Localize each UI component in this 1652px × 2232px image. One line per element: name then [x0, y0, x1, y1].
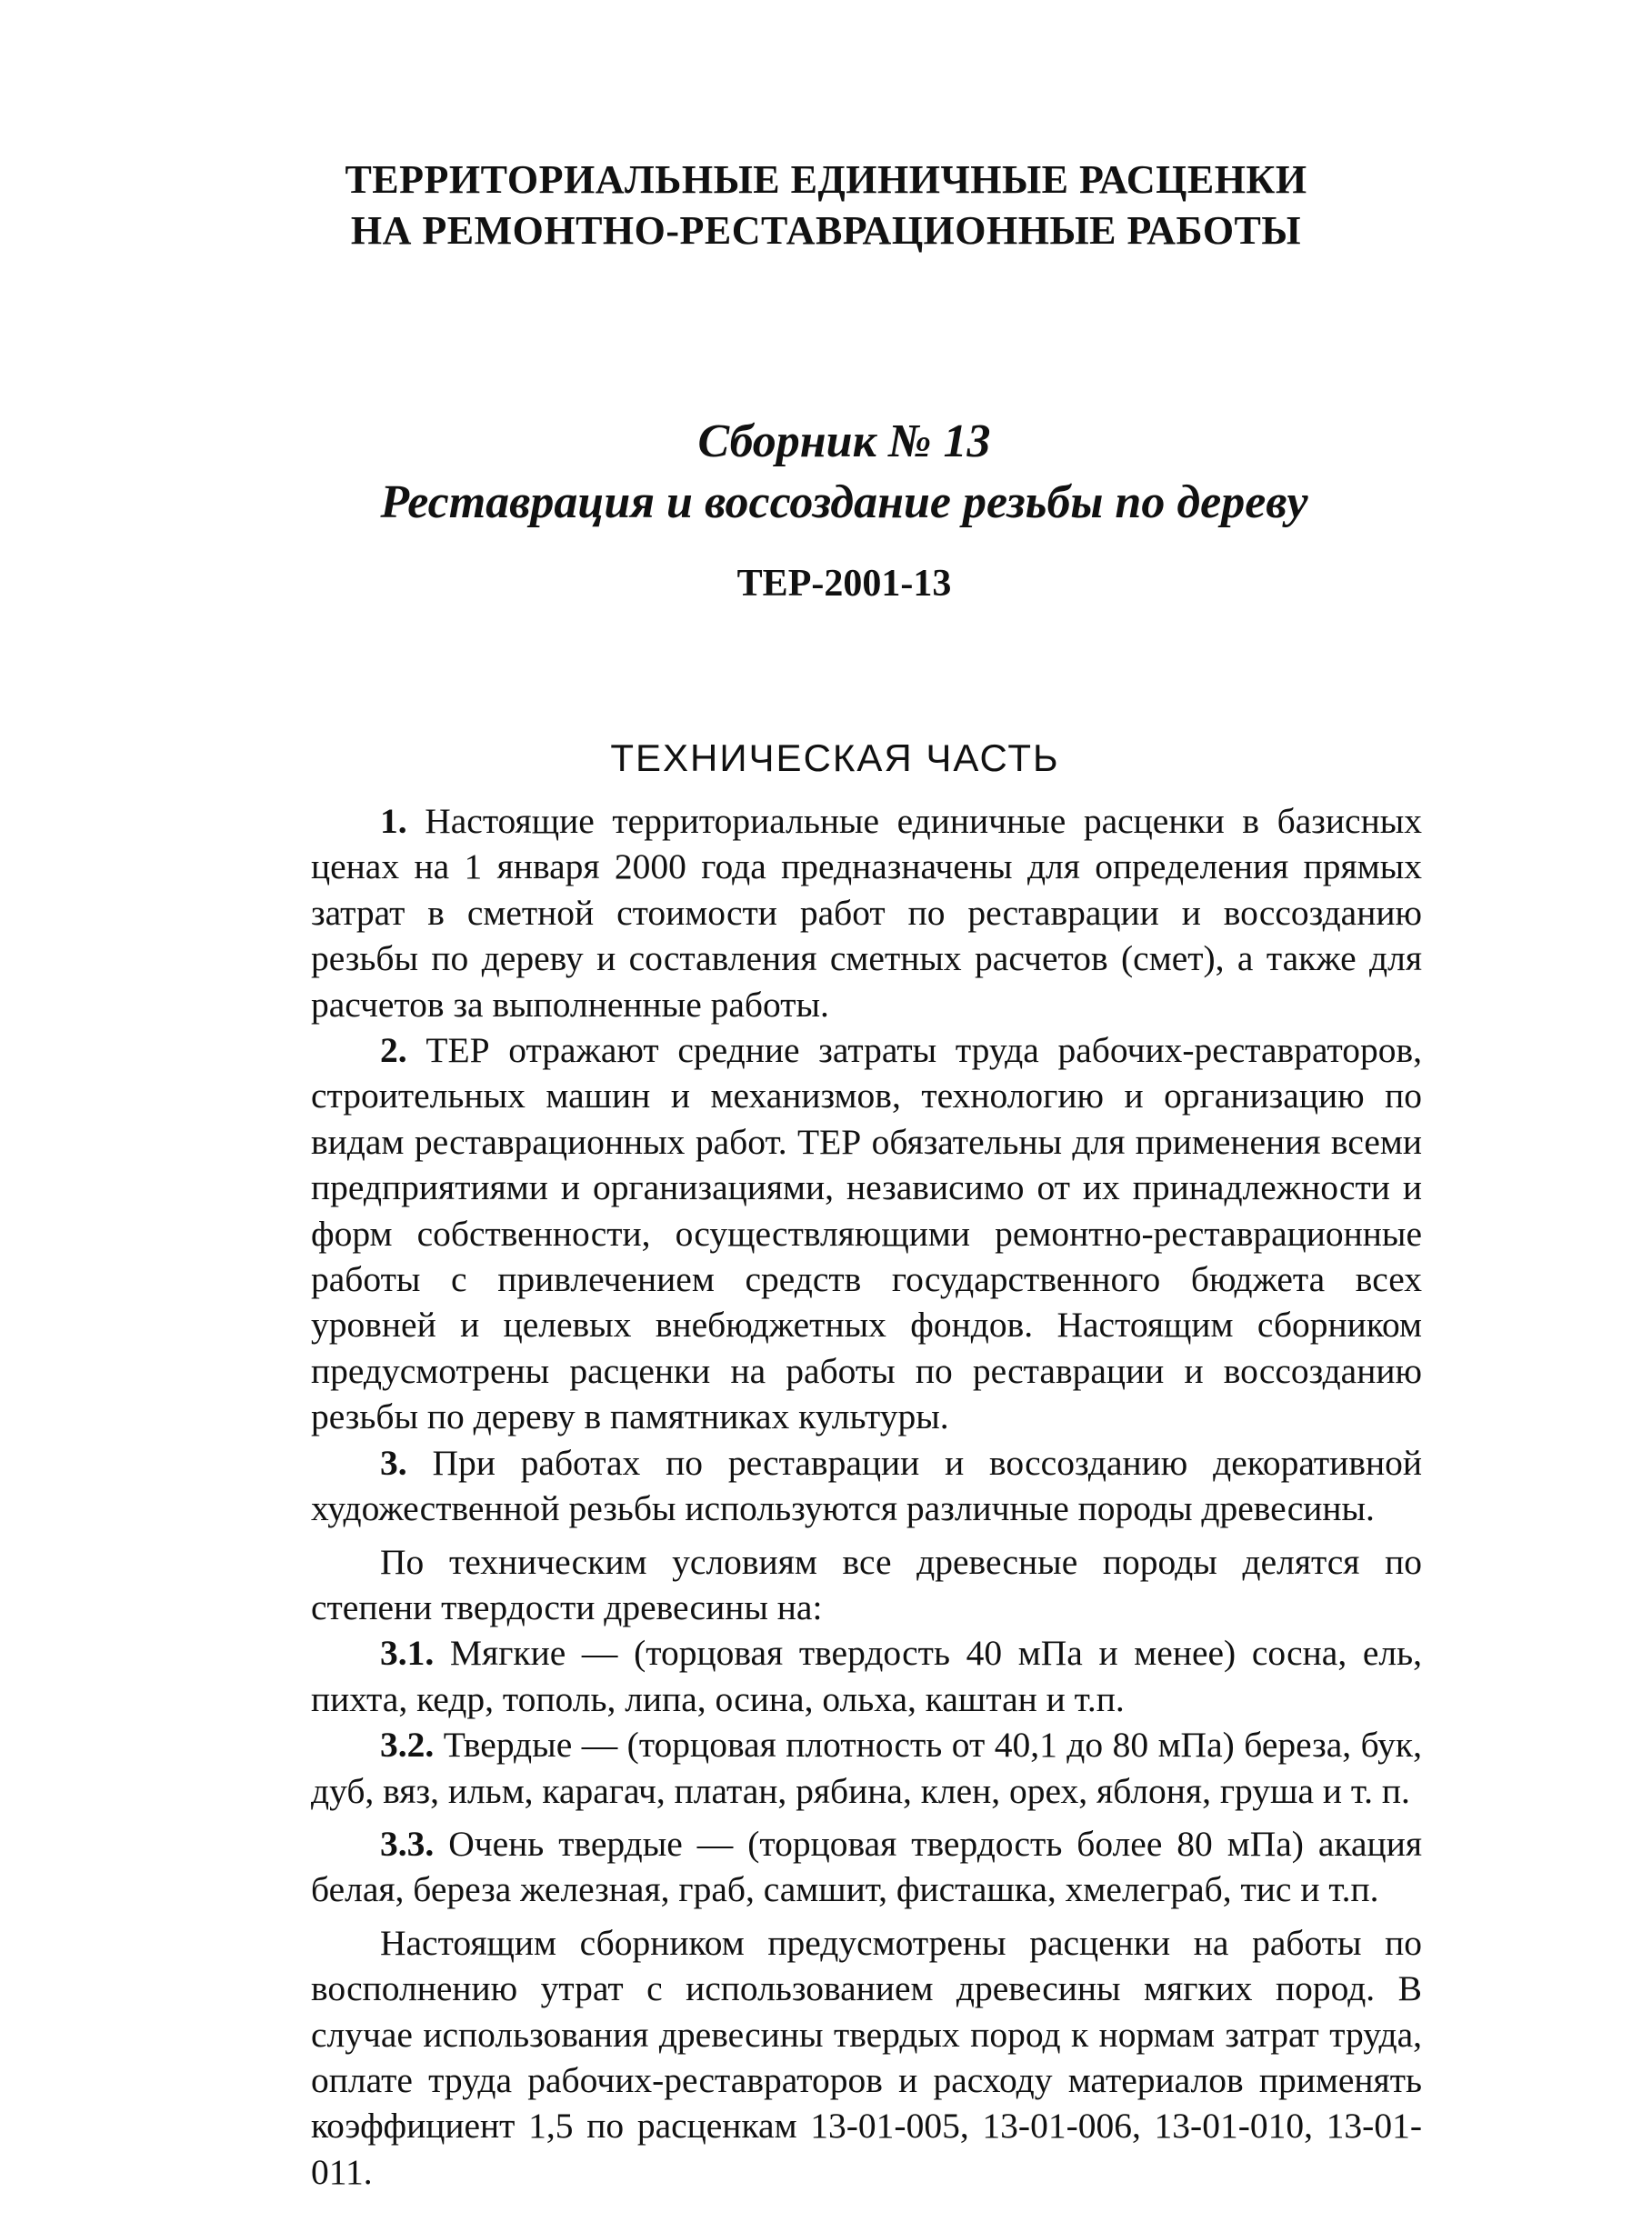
paragraph-number: 2. [380, 1030, 407, 1071]
paragraph-number: 3.2. [380, 1725, 435, 1766]
section-heading: ТЕХНИЧЕСКАЯ ЧАСТЬ [610, 736, 1060, 779]
paragraph-2 [311, 1027, 1422, 1440]
paragraph-text: Очень твердые — (торцовая твердость более 80 мПа) акация белая, береза железная, граб, самшит, фисташка, хмелеграб, тис и т.п. [311, 1823, 1422, 1910]
collection-code: ТЕР-2001-13 [736, 563, 952, 605]
paragraph-number: 3. [380, 1442, 407, 1483]
paragraph-3 [311, 1440, 1422, 1532]
document-title-line-1: ТЕРРИТОРИАЛЬНЫЕ ЕДИНИЧНЫЕ РАСЦЕНКИ [345, 157, 1307, 202]
paragraph-text: При работах по реставрации и воссозданию декоративной художественной резьбы используются различные породы древесины. [311, 1442, 1422, 1529]
paragraph-text: ТЕР отражают средние затраты труда рабочих-реставраторов, строительных машин и механизмов, технологию и организацию по видам реставрационных работ. ТЕР обязательны для применения всеми предприятиями и организациями, независимо от их принадлежности и форм собственности, осуществляющими ремонтно-реставрационные работы с привлечением средств государственного бюджета всех уровней и целевых внебюджетных фондов. Настоящим сборником предусмотрены расценки на работы по реставрации и воссозданию резьбы по дереву в памятниках культуры. [311, 1030, 1422, 1437]
paragraph-number: 3.3. [380, 1823, 435, 1864]
paragraph-text: Настоящим сборником предусмотрены расценки на работы по восполнению утрат с использованием древесины мягких пород. В случае использования древесины твердых пород к нормам затрат труда, оплате труда рабочих-реставраторов и расходу материалов применять коэффициент 1,5 по расценкам 13-01-005, 13-01-006, 13-01-010, 13-01-011. [311, 1922, 1422, 2192]
paragraph-1 [311, 798, 1422, 1027]
paragraph-text: Мягкие — (торцовая твердость 40 мПа и менее) сосна, ель, пихта, кедр, тополь, липа, осина, ольха, каштан и т.п. [311, 1633, 1422, 1719]
paragraph-3-intro [311, 1539, 1422, 1631]
collection-heading [0, 414, 1652, 608]
paragraph-3-2 [311, 1722, 1422, 1814]
paragraph-text: Настоящие территориальные единичные расценки в базисных ценах на 1 января 2000 года предназначены для определения прямых затрат в сметной стоимости работ по реставрации и воссозданию резьбы по дереву и составления сметных расчетов (смет), а также для расчетов за выполненные работы. [311, 801, 1422, 1025]
paragraph-text: По техническим условиям все древесные породы делятся по степени твердости древесины на: [311, 1541, 1422, 1627]
document-title [0, 155, 1652, 256]
body-text [311, 798, 1422, 2195]
paragraph-3-3 [311, 1821, 1422, 1913]
document-title-line-2: НА РЕМОНТНО-РЕСТАВРАЦИОННЫЕ РАБОТЫ [350, 208, 1302, 253]
collection-number: Сборник № 13 [697, 415, 991, 467]
paragraph-3-1 [311, 1630, 1422, 1722]
paragraph-number: 1. [380, 801, 407, 841]
paragraph-4 [311, 1920, 1422, 2195]
collection-name: Реставрация и воссоздание резьбы по дереву [380, 476, 1308, 528]
paragraph-number: 3.1. [380, 1633, 435, 1674]
paragraph-text: Твердые — (торцовая плотность от 40,1 до 80 мПа) береза, бук, дуб, вяз, ильм, карагач, платан, рябина, клен, орех, яблоня, груша и т. п. [311, 1725, 1422, 1811]
